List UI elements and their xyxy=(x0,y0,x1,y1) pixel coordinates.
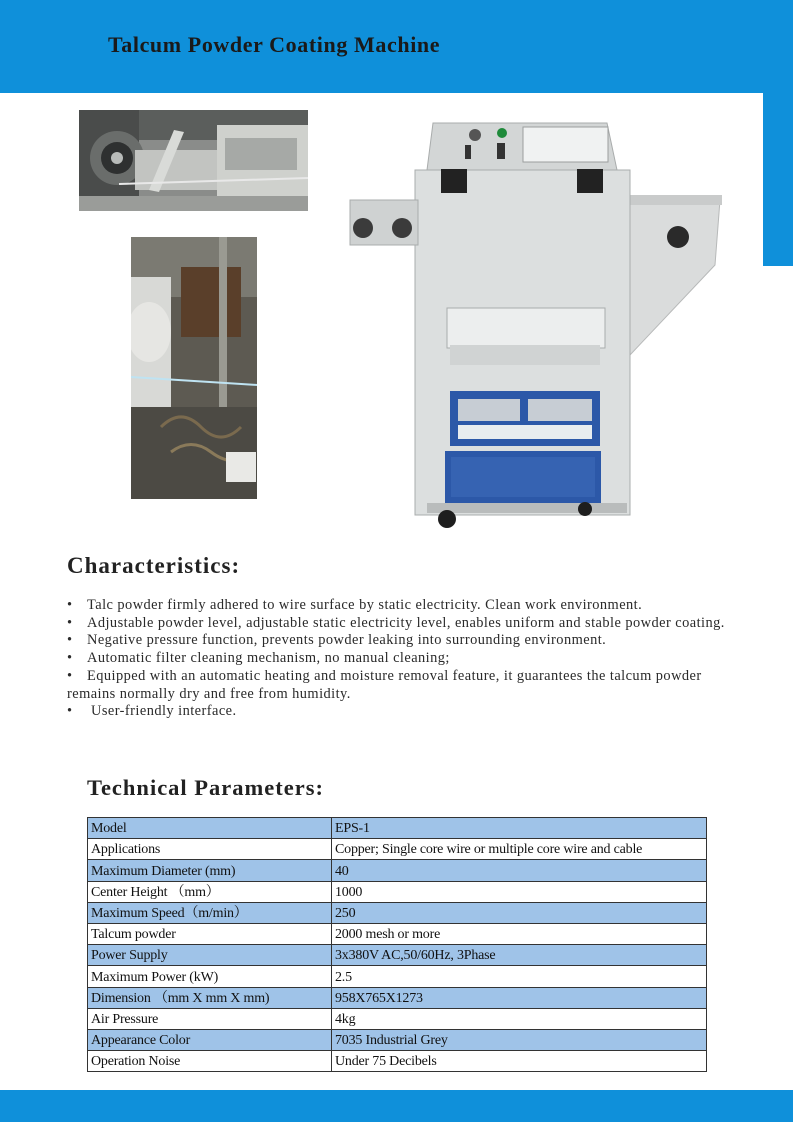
technical-parameters-heading: Technical Parameters: xyxy=(87,775,324,800)
list-item: • Adjustable powder level, adjustable static electricity level, enables uniform and stable powder coating. xyxy=(67,614,725,631)
table-row xyxy=(88,1008,707,1029)
param-label: Operation Noise xyxy=(88,1051,332,1072)
param-value: 2000 mesh or more xyxy=(332,923,707,944)
param-label: Center Height （mm） xyxy=(88,881,332,902)
param-value: 2.5 xyxy=(332,966,707,987)
wire-through-machine-photo xyxy=(131,237,257,499)
page-title: Talcum Powder Coating Machine xyxy=(108,32,441,57)
param-label: Power Supply xyxy=(88,945,332,966)
param-value: 7035 Industrial Grey xyxy=(332,1029,707,1050)
param-value: 958X765X1273 xyxy=(332,987,707,1008)
param-label: Maximum Speed（m/min） xyxy=(88,902,332,923)
param-value: EPS-1 xyxy=(332,818,707,839)
param-value: Copper; Single core wire or multiple core wire and cable xyxy=(332,839,707,860)
param-label: Dimension （mm X mm X mm) xyxy=(88,987,332,1008)
param-label: Appearance Color xyxy=(88,1029,332,1050)
table-row xyxy=(88,923,707,944)
wire-pulley-closeup-photo xyxy=(79,110,308,211)
table-row xyxy=(88,881,707,902)
list-item: • Negative pressure function, prevents powder leaking into surrounding environment. xyxy=(67,632,607,649)
table-row xyxy=(88,1051,707,1072)
table-row xyxy=(88,839,707,860)
param-value: 1000 xyxy=(332,881,707,902)
table-row xyxy=(88,1029,707,1050)
param-label: Model xyxy=(88,818,332,839)
table-row xyxy=(88,818,707,839)
list-item: • User-friendly interface. xyxy=(67,703,237,720)
param-value: 4kg xyxy=(332,1008,707,1029)
bullet-icon: • xyxy=(67,614,73,631)
param-label: Talcum powder xyxy=(88,923,332,944)
bullet-icon: • xyxy=(67,703,73,720)
table-row xyxy=(88,860,707,881)
param-value: Under 75 Decibels xyxy=(332,1051,707,1072)
bullet-icon: • xyxy=(67,597,73,613)
param-value: 250 xyxy=(332,902,707,923)
characteristics-heading: Characteristics: xyxy=(67,553,241,578)
param-label: Maximum Power (kW) xyxy=(88,966,332,987)
side-tab-decoration xyxy=(763,93,793,266)
characteristics-list xyxy=(67,597,737,721)
table-row xyxy=(88,966,707,987)
param-label: Applications xyxy=(88,839,332,860)
param-value: 40 xyxy=(332,860,707,881)
list-item: • Talc powder firmly adhered to wire surface by static electricity. Clean work environment. xyxy=(67,597,643,613)
param-label: Air Pressure xyxy=(88,1008,332,1029)
table-row xyxy=(88,987,707,1008)
param-value: 3x380V AC,50/60Hz, 3Phase xyxy=(332,945,707,966)
param-label: Maximum Diameter (mm) xyxy=(88,860,332,881)
list-item: • Automatic filter cleaning mechanism, no manual cleaning; xyxy=(67,650,450,667)
footer-band xyxy=(0,1090,793,1122)
bullet-icon: • xyxy=(67,632,73,649)
bullet-icon: • xyxy=(67,650,73,667)
table-row xyxy=(88,945,707,966)
technical-parameters-table xyxy=(87,817,707,1072)
bullet-icon: • xyxy=(67,667,73,684)
coating-machine-photo xyxy=(345,115,725,535)
table-row xyxy=(88,902,707,923)
list-item: • Equipped with an automatic heating and moisture removal feature, it guarantees the talcum powder remains normally dry and free from humidity. xyxy=(67,667,702,702)
